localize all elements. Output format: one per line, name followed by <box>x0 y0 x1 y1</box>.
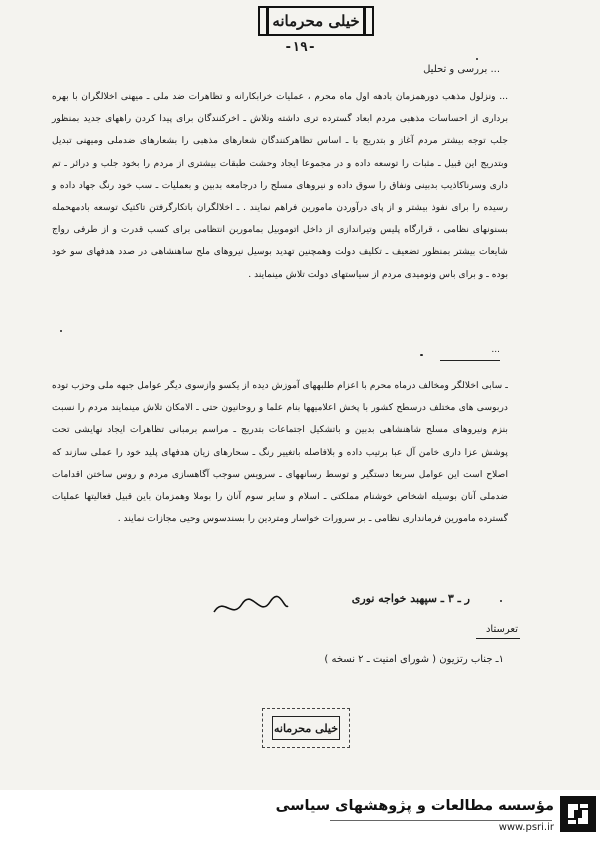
distribution-item: ۱ـ جناب رتزیون ( شورای امنیت ـ ۲ نسخه ) <box>324 654 504 665</box>
distribution-label: تعرستاد <box>485 624 518 635</box>
classification-stamp-bottom: خیلی محرمانه <box>272 716 340 740</box>
scan-speck <box>476 58 478 60</box>
subject-label: ... بررسی و تحلیل <box>423 64 500 75</box>
separator-line <box>440 360 500 361</box>
page-number: -۱۹- <box>284 40 316 55</box>
paragraph-1-text: ... ونزلول مذهب دورهمزمان بادهه اول ماه محرم ، عملیات خرابکارانه و تظاهرات ضد ملی ـ میهنی اخلالگران با بهره برداری از احساسات مذهبی مردم ابعاد گسترده تری داشته وتلاش ـ اخرکنندگان برای پیدا کردن راههای جدید بمنظور جلب توجه بیشتر مردم آغاز و بتدریج با ـ اساس تظاهرکنندگان شعارهای مذهبی را بشعارهای ضدملی ومیهنی تبدیل وبتدریج این قبیل ـ مثبات را توسعه داده و در مجموعا ایجاد وحشت طبقات بیشتری از مردم را بخود جلب و درائر ـ تم داری وسرناکاذیب بدبینی ونفاق را سوق داده و نیروهای مسلح را درجامعه بدبین و بعملیات ـ سب خود رنگ جهاد داده و رسیده را برای نفوذ بیشتر و از پای درآوردن مامورین فراهم نمایند . ـ اخلالگران باتکارگرفتن تاکتیک توسعه بادمهحمله بسنونهای نظامی ، قرارگاه پلیس وتیراندازی از داخل اتوموبیل بماموربن انتظامی برای کسب قدرت و از طرفی رواج شایعات بیشتر بمنظور تضعیف ـ تکلیف دولت وهمچنین تهدید بوسیل نیروهای ملح ساهنشاهی در صدد هدفهای سو خود بوده ـ و برای باس ونومیدی مردم از سیاستهای دولت تلاش مینمایند . <box>52 91 508 280</box>
scan-speck <box>60 330 62 332</box>
paragraph-1 <box>52 86 508 286</box>
classification-stamp-top: خیلی محرمانه <box>258 6 374 36</box>
separator-label: ... <box>491 345 500 355</box>
footer-divider <box>330 820 552 821</box>
institution-name: مؤسسه مطالعات و پژوهشهای سیاسی <box>275 798 554 814</box>
paragraph-2 <box>52 375 508 530</box>
signature-scribble-icon <box>210 592 290 622</box>
scan-speck <box>420 354 423 356</box>
signature-line: ر ـ ۳ ـ سپهبد خواجه نوری <box>351 592 470 605</box>
footer-banner <box>0 790 600 849</box>
psri-logo-icon <box>560 796 596 832</box>
institution-url: www.psri.ir <box>498 822 554 833</box>
distribution-underline <box>476 638 520 639</box>
scan-speck <box>500 600 502 602</box>
paragraph-2-text: ـ سابی اخلالگر ومخالف درماه محرم با اعزام طلبههای آموزش دیده از یکسو وازسوی دیگر عوامل جبهه ملی وحزب توده دربوسی های مختلف درسطح کشور با پخش اعلامیهها بنام علما و روحانیون حتی ـ الامکان تلاش مینمایند مردم را نسبت بنزم ونیروهای مسلح شاهنشاهی بدبین و باتشکیل اجتماعات بتدریج ـ مراسم برمبانی تظاهرات ایجاد نهایشی تحت پوشش عزا داری خامن آل عبا برتیب داده و بلافاصله باتغییر رنگ ـ سحارهای زیان هدفهای پلید خود را عملی سازند که اصلاح است این عوامل سربعا دستگیر و توسط رسانههای ـ سرویس سوجب آگاهسازی مردم و روس ساختن اقدامات ضدملی آنان بوسیله اشخاص خوشنام مملکتی ـ اسلام و سایر سوم آنان را بوملا وهمزمان باین قبیل فعالیتها عملیات گسترده مامورین فرمانداری نظامی ـ بر سرورات خواسار ومتردین را بسندسوس وحیی مجازات نمایند . <box>52 380 508 525</box>
